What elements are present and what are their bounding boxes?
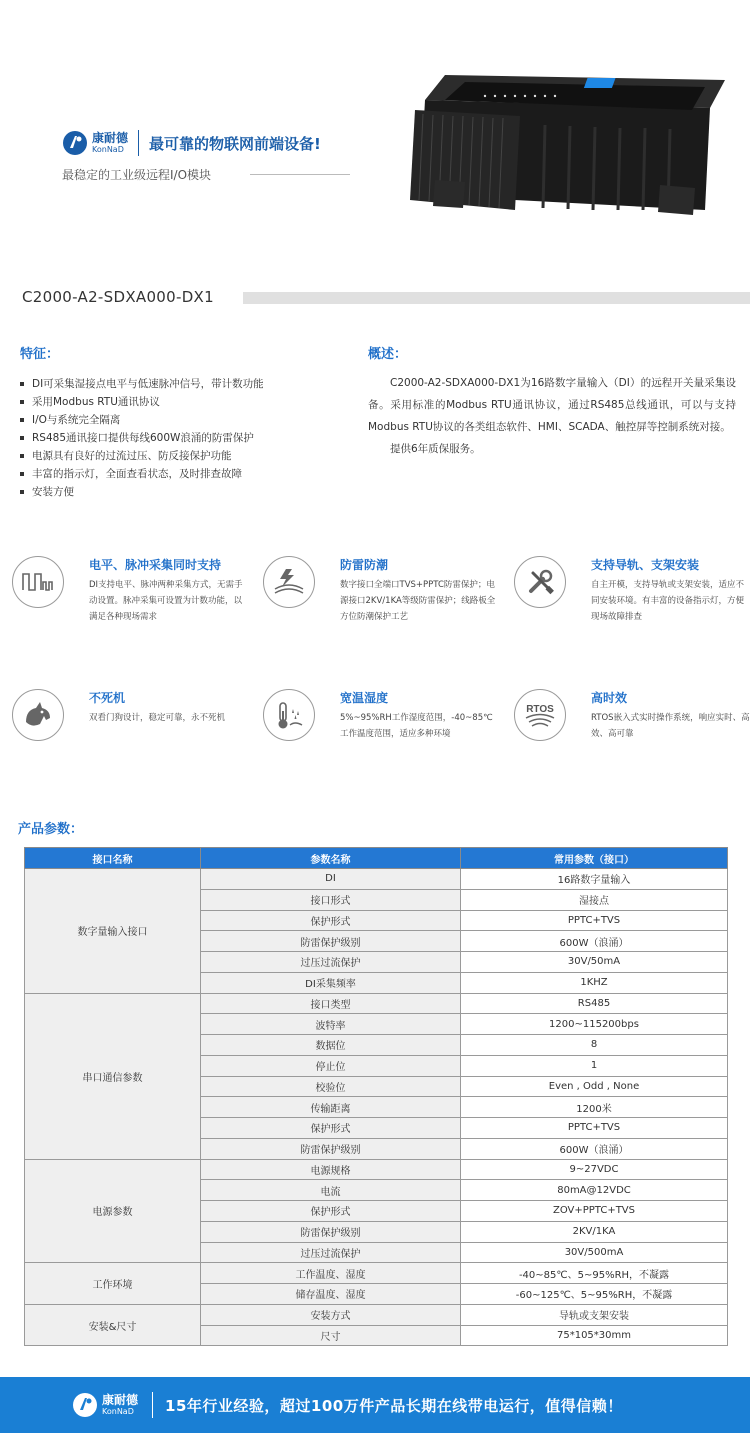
- param-name: 过压过流保护: [201, 1242, 461, 1263]
- overview-text: [368, 372, 736, 460]
- table-row: [25, 1304, 728, 1325]
- param-group-name: 安装&尺寸: [25, 1304, 201, 1346]
- param-name: 停止位: [201, 1055, 461, 1076]
- params-table: [24, 847, 728, 1346]
- param-value: 导轨或支架安装: [461, 1304, 728, 1325]
- param-name: 接口类型: [201, 993, 461, 1014]
- list-item: RS485通讯接口提供每线600W浪涌的防雷保护: [20, 429, 350, 447]
- param-value: -40~85℃、5~95%RH，不凝露: [461, 1263, 728, 1284]
- param-value: 30V/50mA: [461, 952, 728, 973]
- brand-logo-icon: [62, 130, 88, 156]
- param-value: 1200~115200bps: [461, 1014, 728, 1035]
- pulse-waveform-icon: [12, 556, 64, 608]
- slogan: 最可靠的物联网前端设备!: [149, 134, 321, 153]
- table-row: [25, 993, 728, 1014]
- param-name: 防雷保护级别: [201, 1138, 461, 1159]
- model-divider-bar: [243, 292, 750, 304]
- param-value: 8: [461, 1035, 728, 1056]
- highlight-pulse: [12, 556, 252, 656]
- param-value: PPTC+TVS: [461, 1118, 728, 1139]
- param-name: 保护形式: [201, 910, 461, 931]
- table-row: [25, 1263, 728, 1284]
- table-header-cell: 参数名称: [201, 848, 461, 869]
- highlight-title: 防雷防潮: [340, 558, 389, 572]
- highlight-realtime: [514, 689, 750, 789]
- param-value: 1: [461, 1055, 728, 1076]
- param-value: Even , Odd , None: [461, 1076, 728, 1097]
- param-name: 电源规格: [201, 1159, 461, 1180]
- param-name: 电流: [201, 1180, 461, 1201]
- table-header-cell: 接口名称: [25, 848, 201, 869]
- highlight-title: 宽温湿度: [340, 691, 389, 705]
- param-value: 16路数字量输入: [461, 869, 728, 890]
- param-group-name: 电源参数: [25, 1159, 201, 1263]
- highlight-title: 不死机: [89, 691, 126, 705]
- param-name: 尺寸: [201, 1325, 461, 1346]
- list-item: 丰富的指示灯，全面查看状态，及时排查故障: [20, 465, 350, 483]
- footer-tagline: 15年行业经验，超过100万件产品长期在线带电运行，值得信赖！: [165, 1396, 623, 1415]
- param-group-name: 串口通信参数: [25, 993, 201, 1159]
- param-value: 9~27VDC: [461, 1159, 728, 1180]
- product-device-image: [405, 30, 735, 230]
- param-value: -60~125℃、5~95%RH，不凝露: [461, 1284, 728, 1305]
- highlight-title: 支持导轨、支架安装: [591, 558, 700, 572]
- param-name: 防雷保护级别: [201, 1221, 461, 1242]
- overview-paragraph: C2000-A2-SDXA000-DX1为16路数字量输入（DI）的远程开关量采集设备。采用标准的Modbus RTU通讯协议，通过RS485总线通讯，可以与支持Modbus RTU协议的各类组态软件、HMI、SCADA、触控屏等控制系统对接。: [368, 377, 736, 433]
- highlight-title: 高时效: [591, 691, 628, 705]
- brand-name-cn: 康耐德: [92, 131, 129, 145]
- param-name: 防雷保护级别: [201, 931, 461, 952]
- highlight-desc: 自主开模，支持导轨或支架安装，适应不同安装环境。有丰富的设备指示灯，方便现场故障排查: [591, 580, 745, 622]
- param-value: ZOV+PPTC+TVS: [461, 1201, 728, 1222]
- param-value: 30V/500mA: [461, 1242, 728, 1263]
- highlight-desc: RTOS嵌入式实时操作系统，响应实时、高效、高可靠: [591, 713, 750, 739]
- highlight-desc: DI支持电平、脉冲两种采集方式，无需手动设置。脉冲采集可设置为计数功能，以满足各种现场需求: [89, 580, 243, 622]
- list-item: 电源具有良好的过流过压、防反接保护功能: [20, 447, 350, 465]
- hero-banner: [0, 0, 750, 270]
- highlight-title: 电平、脉冲采集同时支持: [89, 558, 222, 572]
- param-name: 过压过流保护: [201, 952, 461, 973]
- brand-logo-icon: [72, 1392, 98, 1418]
- param-name: 保护形式: [201, 1118, 461, 1139]
- param-value: 75*105*30mm: [461, 1325, 728, 1346]
- param-group-name: 数字量输入接口: [25, 869, 201, 994]
- overview-warranty: 提供6年质保服务。: [390, 443, 481, 455]
- highlight-lightning: [263, 556, 503, 656]
- param-name: 保护形式: [201, 1201, 461, 1222]
- footer-logo: [72, 1392, 138, 1418]
- table-header-cell: 常用参数（接口）: [461, 848, 728, 869]
- param-name: 传输距离: [201, 1097, 461, 1118]
- table-row: [25, 869, 728, 890]
- list-item: DI可采集湿接点电平与低速脉冲信号，带计数功能: [20, 375, 350, 393]
- param-name: 校验位: [201, 1076, 461, 1097]
- param-name: 波特率: [201, 1014, 461, 1035]
- param-name: 安装方式: [201, 1304, 461, 1325]
- param-value: PPTC+TVS: [461, 910, 728, 931]
- dog-icon: [12, 689, 64, 741]
- rtos-icon-label: RTOS: [526, 704, 554, 715]
- rtos-icon: [514, 689, 566, 741]
- param-value: 80mA@12VDC: [461, 1180, 728, 1201]
- table-header-row: [25, 848, 728, 869]
- brand-name-en: KonNaD: [92, 145, 124, 154]
- model-number: C2000-A2-SDXA000-DX1: [22, 288, 214, 306]
- highlight-tools: [514, 556, 750, 656]
- params-title: 产品参数：: [18, 822, 84, 837]
- param-value: RS485: [461, 993, 728, 1014]
- highlight-desc: 数字接口全端口TVS+PPTC防雷保护；电源接口2KV/1KA等级防雷保护；线路板全方位防潮保护工艺: [340, 580, 496, 622]
- param-value: 600W（浪涌）: [461, 931, 728, 952]
- param-value: 1KHZ: [461, 972, 728, 993]
- brand-name-cn: 康耐德: [102, 1393, 139, 1407]
- subtitle: 最稳定的工业级远程I/O模块: [62, 168, 212, 182]
- highlight-nocrash: [12, 689, 252, 789]
- brand-logo: [62, 130, 321, 156]
- list-item: 采用Modbus RTU通讯协议: [20, 393, 350, 411]
- features-title: 特征：: [20, 347, 60, 362]
- param-name: 工作温度、湿度: [201, 1263, 461, 1284]
- tools-icon: [514, 556, 566, 608]
- overview-title: 概述：: [368, 347, 408, 362]
- lightning-icon: [263, 556, 315, 608]
- highlight-desc: 双看门狗设计，稳定可靠，永不死机: [89, 713, 226, 723]
- param-value: 湿接点: [461, 889, 728, 910]
- footer-banner: [0, 1377, 750, 1433]
- table-row: [25, 1159, 728, 1180]
- list-item: 安装方便: [20, 483, 350, 501]
- param-value: 2KV/1KA: [461, 1221, 728, 1242]
- param-name: DI: [201, 869, 461, 890]
- param-name: 数据位: [201, 1035, 461, 1056]
- thermometer-icon: [263, 689, 315, 741]
- highlight-desc: 5%~95%RH工作湿度范围，-40~85℃工作温度范围，适应多种环境: [340, 713, 493, 739]
- features-list: [20, 375, 350, 501]
- param-value: 1200米: [461, 1097, 728, 1118]
- highlight-temperature: [263, 689, 503, 789]
- subtitle-divider: [250, 174, 350, 175]
- param-name: DI采集频率: [201, 972, 461, 993]
- param-name: 接口形式: [201, 889, 461, 910]
- param-group-name: 工作环境: [25, 1263, 201, 1305]
- list-item: I/O与系统完全隔离: [20, 411, 350, 429]
- param-value: 600W（浪涌）: [461, 1138, 728, 1159]
- param-name: 储存温度、湿度: [201, 1284, 461, 1305]
- brand-name-en: KonNaD: [102, 1407, 134, 1416]
